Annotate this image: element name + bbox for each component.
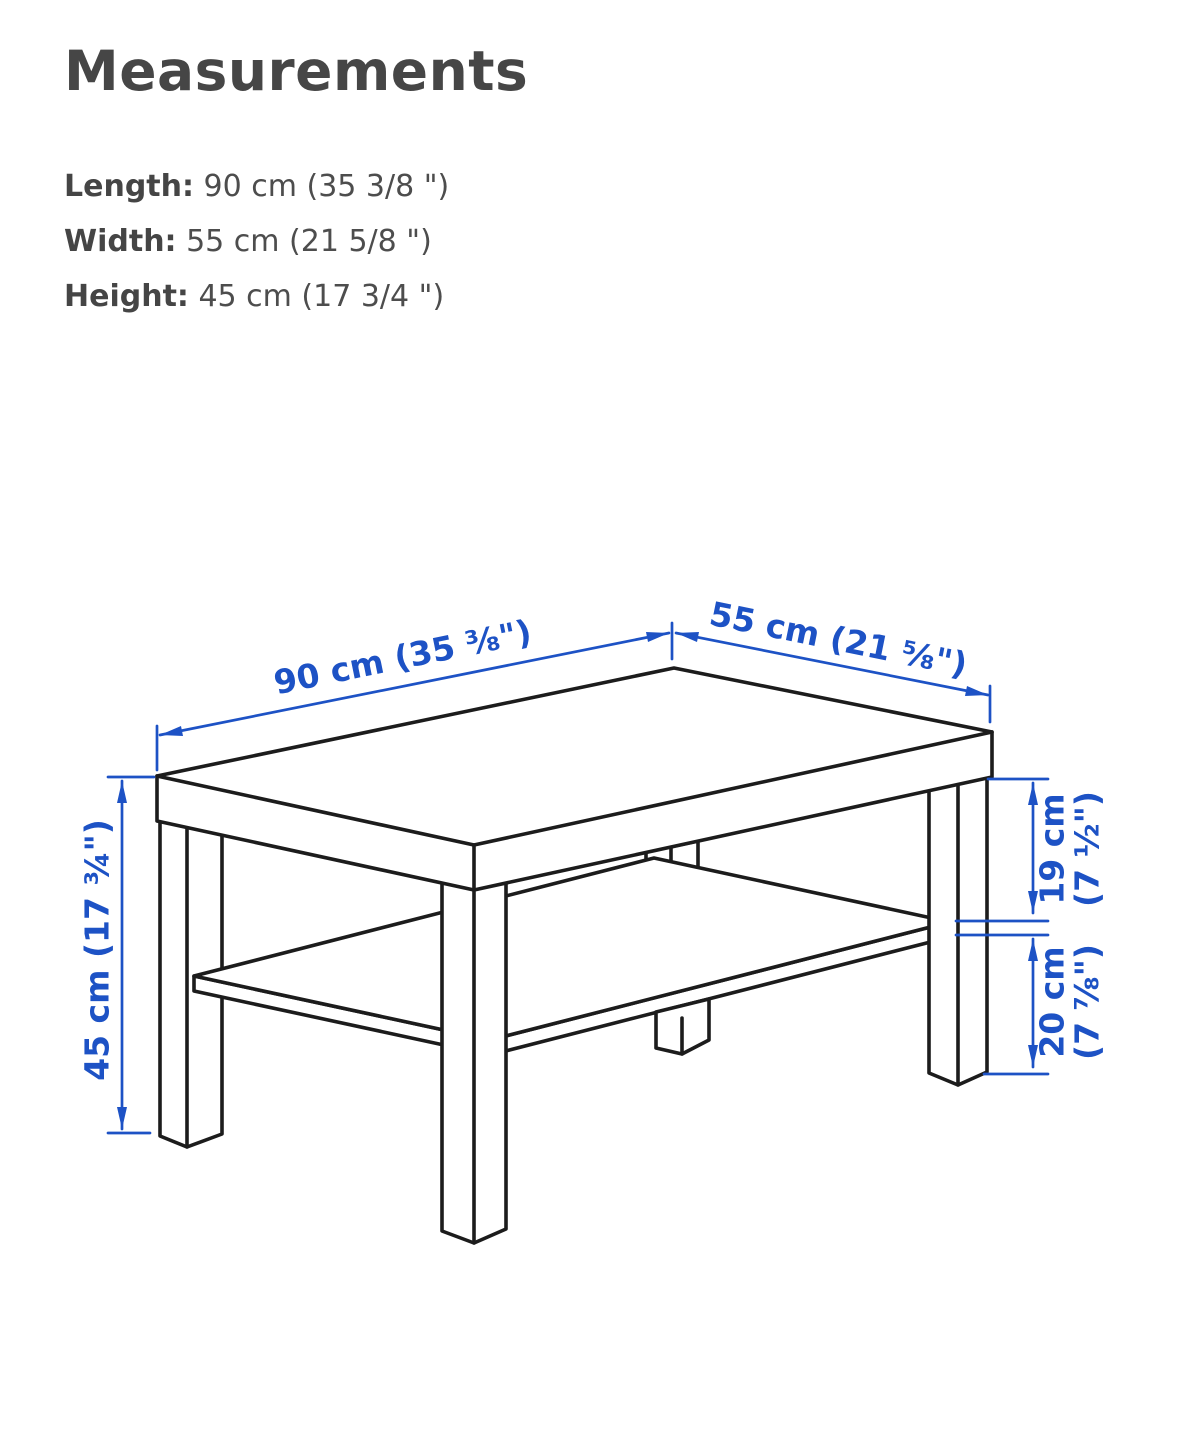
- dimension-20cm-label: 20 cm: [1032, 946, 1072, 1058]
- dimension-shelf-to-floor: [984, 939, 1107, 1074]
- dimension-width-label: 55 cm (21 ⅝"): [706, 593, 971, 685]
- coffee-table-drawing: [157, 668, 992, 1243]
- arrowhead-right-icon: [965, 686, 988, 696]
- spec-value-height: 45 cm (17 3/4 "): [198, 279, 445, 314]
- arrowhead-down-icon: [117, 1107, 127, 1129]
- dimension-19in-label: (7 ½"): [1067, 791, 1107, 907]
- table-left-leg: [160, 784, 222, 1147]
- dimension-19cm-label: 19 cm: [1032, 793, 1072, 905]
- arrowhead-right-icon: [646, 632, 669, 642]
- spec-label-length: Length:: [64, 169, 194, 204]
- arrowhead-up-icon: [117, 781, 127, 803]
- spec-label-width: Width:: [64, 224, 177, 259]
- arrowhead-left-icon: [160, 726, 183, 736]
- table-right-leg: [929, 754, 987, 1085]
- dimension-length-label: 90 cm (35 ⅜"): [270, 611, 535, 703]
- spec-label-height: Height:: [64, 279, 189, 314]
- spec-value-width: 55 cm (21 5/8 "): [186, 224, 432, 259]
- spec-value-length: 90 cm (35 3/8 "): [203, 169, 450, 204]
- table-shelf: [194, 858, 950, 1055]
- dimension-height: [78, 777, 155, 1133]
- page-title: Measurements: [64, 39, 529, 103]
- dimension-height-label: 45 cm (17 ¾"): [77, 819, 117, 1081]
- dimension-20in-label: (7 ⅞"): [1067, 944, 1107, 1060]
- arrowhead-left-icon: [676, 632, 699, 642]
- table-front-leg: [442, 858, 506, 1243]
